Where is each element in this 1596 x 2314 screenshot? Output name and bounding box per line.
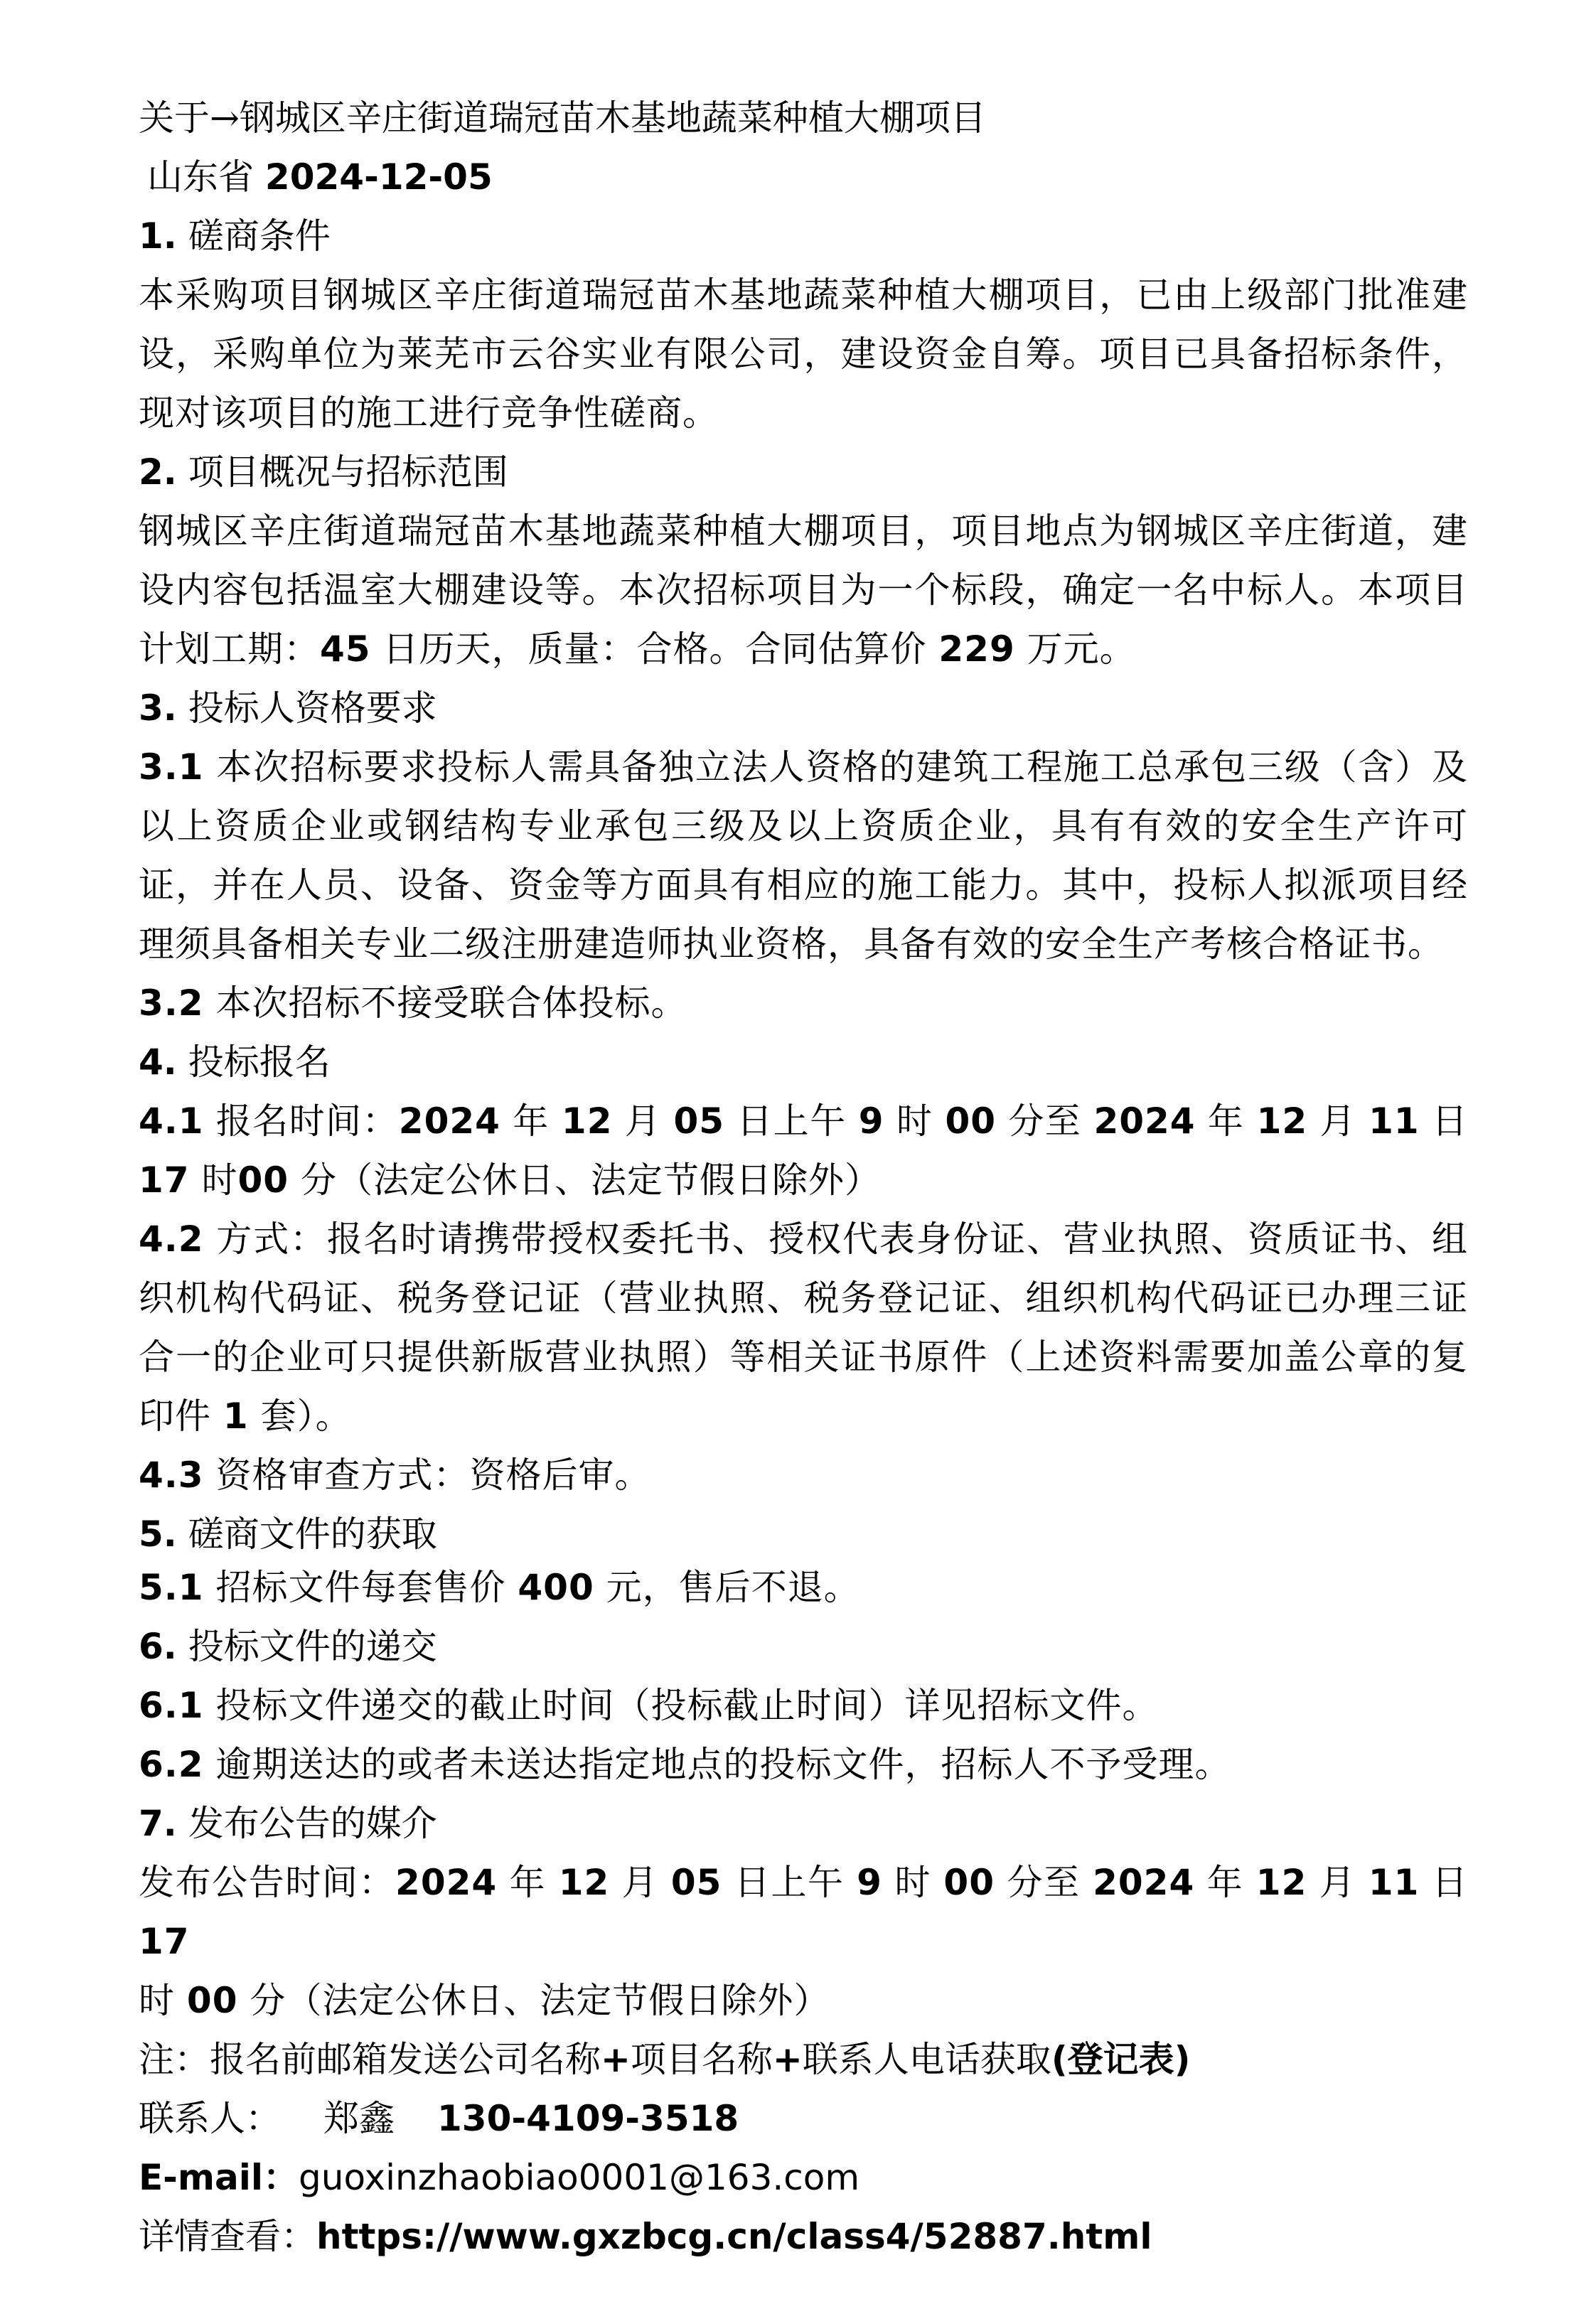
text-span: 钢城区辛庄街道瑞冠苗木基地蔬菜种植大棚项目，项目地点为钢城区辛庄街道，建设内容包括温室大棚建设等。本次招标项目为一个标段，确定一名中标人。本项目计划工期：: [139, 510, 1468, 670]
text-span: 5.: [139, 1514, 177, 1555]
text-span: 项目名称: [630, 2039, 773, 2080]
text-span: 00: [186, 1980, 238, 2021]
text-span: 项目概况与招标范围: [176, 451, 508, 493]
duration-days: 45: [320, 628, 371, 670]
text-span: E-mail：: [139, 2157, 299, 2198]
section-3-2: [139, 974, 1468, 1033]
section-4-heading: [139, 1033, 1468, 1092]
text-span: 日: [1419, 1100, 1468, 1142]
section-2-body: [139, 502, 1468, 679]
text-span: 年: [497, 1862, 559, 1903]
text-span: 2024: [1093, 1862, 1195, 1903]
section-4-3: [139, 1446, 1468, 1505]
province-date-line: [139, 148, 1468, 207]
text-span: 本次招标要求投标人需具备独立法人资格的建筑工程施工总承包三级（含）及以上资质企业或钢结构专业承包三级及以上资质企业，具有有效的安全生产许可证，并在人员、设备、资金等方面具有相应的施工能力。其中，投标人拟派项目经理须具备相关专业二级注册建造师执业资格，具备有效的安全生产考核合格证书。: [139, 746, 1468, 965]
section-1-body: 本采购项目钢城区辛庄街道瑞冠苗木基地蔬菜种植大棚项目，已由上级部门批准建设，采购单位为莱芜市云谷实业有限公司，建设资金自筹。项目已具备招标条件，现对该项目的施工进行竞争性磋商。: [139, 274, 1468, 434]
section-7-heading: [139, 1794, 1468, 1853]
text-span: 3.1: [139, 746, 204, 788]
text-span: (登记表): [1051, 2039, 1191, 2080]
text-span: 12: [1255, 1862, 1307, 1903]
text-span: 6.1: [139, 1685, 204, 1726]
text-span: 4.3: [139, 1455, 204, 1496]
text-span: 时: [139, 1980, 187, 2021]
contact-person-line: [139, 2089, 1468, 2148]
text-span: 日: [1419, 1862, 1468, 1903]
text-span: 投标报名: [176, 1041, 331, 1083]
text-span: 关于→钢城区辛庄街道瑞冠苗木基地蔬菜种植大棚项目: [139, 97, 986, 139]
text-span: 1: [223, 1396, 249, 1437]
text-span: 日上午: [724, 1100, 859, 1142]
section-1-heading: [139, 207, 1468, 266]
text-span: 月: [612, 1100, 674, 1142]
text-span: 2024: [395, 1862, 498, 1903]
text-span: 年: [1195, 1100, 1257, 1142]
text-span: 00: [945, 1100, 997, 1142]
email-link[interactable]: guoxinzhaobiao0001@163.com: [299, 2157, 860, 2198]
text-span: 本次招标不接受联合体投标。: [203, 982, 687, 1024]
text-span: 投标文件递交的截止时间（投标截止时间）详见招标文件。: [203, 1685, 1159, 1726]
text-span: 05: [670, 1862, 722, 1903]
text-span: 00: [943, 1862, 995, 1903]
text-span: 投标文件的递交: [176, 1626, 437, 1667]
text-span: 3.2: [139, 982, 204, 1024]
document-page: [139, 89, 1468, 2266]
text-span: 17: [139, 1921, 190, 1962]
text-span: 套）。: [248, 1396, 352, 1437]
section-3-1: [139, 738, 1468, 974]
text-span: 12: [1256, 1100, 1308, 1142]
text-span: 2024: [398, 1100, 500, 1142]
text-span: 7.: [139, 1803, 177, 1844]
section-7-body: [139, 1853, 1468, 2030]
text-span: 时: [189, 1159, 238, 1201]
text-span: 联系人：: [139, 2098, 281, 2139]
section-6-1: [139, 1676, 1468, 1735]
text-span: 报名时间：: [203, 1100, 399, 1142]
text-span: 万元。: [1014, 628, 1136, 670]
section-6-heading: [139, 1617, 1468, 1676]
text-span: 年: [1194, 1862, 1256, 1903]
detail-line: [139, 2207, 1468, 2266]
section-3-heading: [139, 679, 1468, 738]
text-span: 400: [518, 1567, 594, 1608]
text-span: 磋商文件的获取: [176, 1514, 437, 1555]
text-span: 分至: [996, 1100, 1094, 1142]
document-title: [139, 89, 1468, 148]
text-span: 11: [1368, 1862, 1420, 1903]
text-span: 元，售后不退。: [594, 1567, 860, 1608]
text-span: 详情查看：: [139, 2216, 316, 2257]
province: 山东省: [147, 156, 254, 198]
section-5-1: [139, 1558, 1468, 1617]
text-span: 2024: [1093, 1100, 1196, 1142]
text-span: 时: [882, 1862, 944, 1903]
text-span: 4.1: [139, 1100, 204, 1142]
section-6-2: [139, 1735, 1468, 1794]
text-span: 00: [237, 1159, 289, 1201]
text-span: 投标人资格要求: [176, 687, 437, 729]
estimated-price: 229: [938, 628, 1015, 670]
section-4-2: [139, 1210, 1468, 1446]
text-span: 发布公告时间：: [139, 1862, 396, 1903]
text-span: 日历天，质量：合格。合同估算价: [370, 628, 939, 670]
text-span: 4.2: [139, 1218, 204, 1260]
text-span: 月: [1307, 1100, 1369, 1142]
text-span: 磋商条件: [176, 215, 331, 257]
text-span: 17: [139, 1159, 190, 1201]
contact-name: 郑鑫: [323, 2098, 395, 2139]
text-span: 6.2: [139, 1744, 204, 1785]
text-span: 分（法定公休日、法定节假日除外）: [237, 1980, 830, 2021]
text-span: 联系人电话获取: [802, 2039, 1051, 2080]
text-span: 月: [1307, 1862, 1369, 1903]
detail-url-link[interactable]: https://www.gxzbcg.cn/class4/52887.html: [316, 2216, 1152, 2257]
registration-note: [139, 2030, 1468, 2089]
text-span: 招标文件每套售价: [203, 1567, 518, 1608]
text-span: 05: [673, 1100, 725, 1142]
text-span: +: [601, 2039, 631, 2080]
text-span: 月: [609, 1862, 671, 1903]
text-span: 时: [884, 1100, 946, 1142]
text-span: 9: [857, 1862, 882, 1903]
text-span: 4.: [139, 1041, 177, 1083]
text-span: 12: [561, 1100, 613, 1142]
text-span: 5.1: [139, 1567, 204, 1608]
text-span: 方式：报名时请携带授权委托书、授权代表身份证、营业执照、资质证书、组织机构代码证、税务登记证（营业执照、税务登记证、组织机构代码证已办理三证合一的企业可只提供新版营业执照）等相关证书原件（上述资料需要加盖公章的复印件: [139, 1218, 1468, 1437]
text-span: 11: [1369, 1100, 1420, 1142]
text-span: +: [772, 2039, 803, 2080]
publish-date: 2024-12-05: [264, 156, 493, 198]
text-span: 1.: [139, 215, 177, 257]
text-span: 资格审查方式：资格后审。: [203, 1455, 651, 1496]
section-5-heading: [139, 1505, 1468, 1564]
text-span: 分至: [995, 1862, 1093, 1903]
text-span: 3.: [139, 687, 177, 729]
text-span: 发布公告的媒介: [176, 1803, 437, 1844]
text-span: 6.: [139, 1626, 177, 1667]
text-span: 年: [500, 1100, 562, 1142]
text-span: 逾期送达的或者未送达指定地点的投标文件，招标人不予受理。: [203, 1744, 1231, 1785]
text-span: 2.: [139, 451, 177, 493]
section-2-heading: [139, 443, 1468, 502]
text-span: 12: [558, 1862, 610, 1903]
text-span: 分（法定公休日、法定节假日除外）: [289, 1159, 881, 1201]
section-4-1: [139, 1092, 1468, 1210]
text-span: 日上午: [722, 1862, 857, 1903]
contact-phone[interactable]: 130-4109-3518: [437, 2098, 739, 2139]
text-span: 9: [858, 1100, 884, 1142]
email-line: [139, 2148, 1468, 2207]
text-span: 注：报名前邮箱发送公司名称: [139, 2039, 601, 2080]
